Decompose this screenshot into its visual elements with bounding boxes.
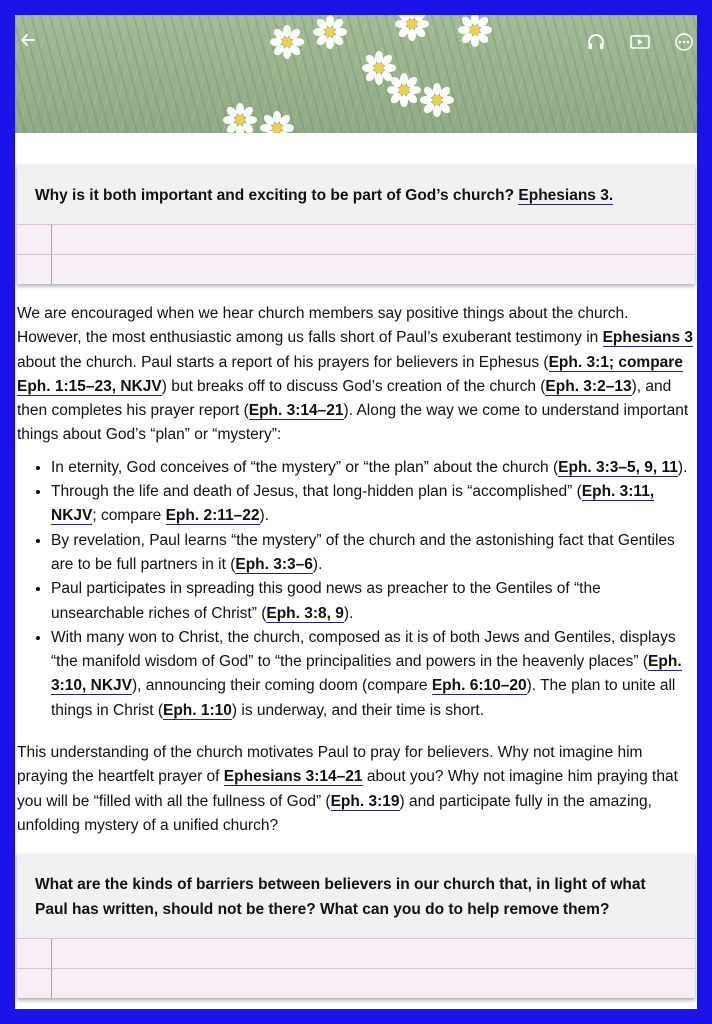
answer-line[interactable] xyxy=(17,254,695,284)
answer-line[interactable] xyxy=(17,938,695,968)
audio-button[interactable] xyxy=(585,31,607,53)
scripture-link[interactable]: Eph. 1:10 xyxy=(162,701,232,719)
back-button[interactable] xyxy=(17,29,39,51)
app-frame xyxy=(15,15,697,1009)
more-icon xyxy=(674,32,694,52)
list-item: • Paul participates in spreading this good news as preacher to the Gentiles of “the unsearchable riches of Christ” (Eph. 3:8, 9). xyxy=(51,577,697,626)
scripture-link[interactable]: Ephesians 3. xyxy=(518,187,614,204)
scripture-link[interactable]: Eph. 3:3–6 xyxy=(235,555,313,573)
mystery-points-list xyxy=(15,456,697,723)
question-text: Why is it both important and exciting to be part of God’s church? Ephesians 3. xyxy=(35,187,614,204)
scripture-link[interactable]: Eph. 3:11, NKJV xyxy=(51,483,655,525)
list-item: • In eternity, God conceives of “the mystery” or “the plan” about the church (Eph. 3:3–5, 9, 11). xyxy=(51,456,697,480)
scripture-link[interactable]: Ephesians 3:14–21 xyxy=(223,768,363,786)
question-box xyxy=(17,854,695,998)
video-button[interactable] xyxy=(629,31,651,53)
headphones-icon xyxy=(586,32,606,52)
scripture-link[interactable]: Eph. 3:19 xyxy=(330,792,400,810)
scripture-link[interactable]: Eph. 3:2–13 xyxy=(545,377,632,395)
lesson-content xyxy=(15,133,697,998)
scripture-link[interactable]: Eph. 3:10, NKJV xyxy=(51,653,682,695)
intro-paragraph: We are encouraged when we hear church members say positive things about the church. However, the most enthusiastic among us falls short of Paul’s exuberant testimony in Ephesians 3 about the church. Paul starts a report of his prayers for believers in Ephesus (Eph. 3:1; compare Eph. 1:15–23, NKJV) but breaks off to discuss God’s creation of the church (Eph. 3:2–13), and then completes his prayer report (Eph. 3:14–21). Along the way we come to understand important things about God’s “plan” or “mystery”: xyxy=(17,305,694,444)
list-item: • With many won to Christ, the church, composed as it is of both Jews and Gentiles, displays “the manifold wisdom of God” to “the principalities and powers in the heavenly places” (Eph. 3:10, NKJV), announcing their coming doom (compare Eph. 6:10–20). The plan to unite all things in Christ (Eph. 1:10) is underway, and their time is short. xyxy=(51,626,697,723)
question-text: What are the kinds of barriers between believers in our church that, in light of what Paul has written, should not be there? What can you do to help remove them? xyxy=(35,876,646,919)
scripture-link[interactable]: Eph. 2:11–22 xyxy=(165,507,260,525)
scripture-link[interactable]: Eph. 3:3–5, 9, 11 xyxy=(558,458,678,476)
scripture-link[interactable]: Eph. 3:14–21 xyxy=(248,402,344,420)
list-item: • By revelation, Paul learns “the mystery” of the church and the astonishing fact that Gentiles are to be full partners in it (Eph. 3:3–6). xyxy=(51,529,697,578)
scripture-link[interactable]: Ephesians 3 xyxy=(602,329,694,347)
scripture-link[interactable]: Eph. 6:10–20 xyxy=(431,677,527,695)
scripture-link[interactable]: Eph. 3:8, 9 xyxy=(266,604,344,622)
more-options-button[interactable] xyxy=(673,31,695,53)
closing-paragraph: This understanding of the church motivates Paul to pray for believers. Why not imagine him praying the heartfelt prayer of Ephesians 3:14–21 about you? Why not imagine him praying that you will be “filled with all the fullness of God” (Eph. 3:19) and participate fully in the amazing, unfolding mystery of a unified church? xyxy=(17,744,678,834)
arrow-left-icon xyxy=(18,30,38,50)
question-box xyxy=(17,165,695,284)
video-icon xyxy=(629,32,651,52)
answer-line[interactable] xyxy=(17,224,695,254)
header-image xyxy=(15,15,697,133)
scripture-link[interactable]: Eph. 3:1; compare Eph. 1:15–23, NKJV xyxy=(17,353,683,395)
list-item: • Through the life and death of Jesus, that long-hidden plan is “accomplished” (Eph. 3:11, NKJV; compare Eph. 2:11–22). xyxy=(51,480,697,529)
answer-line[interactable] xyxy=(17,968,695,998)
